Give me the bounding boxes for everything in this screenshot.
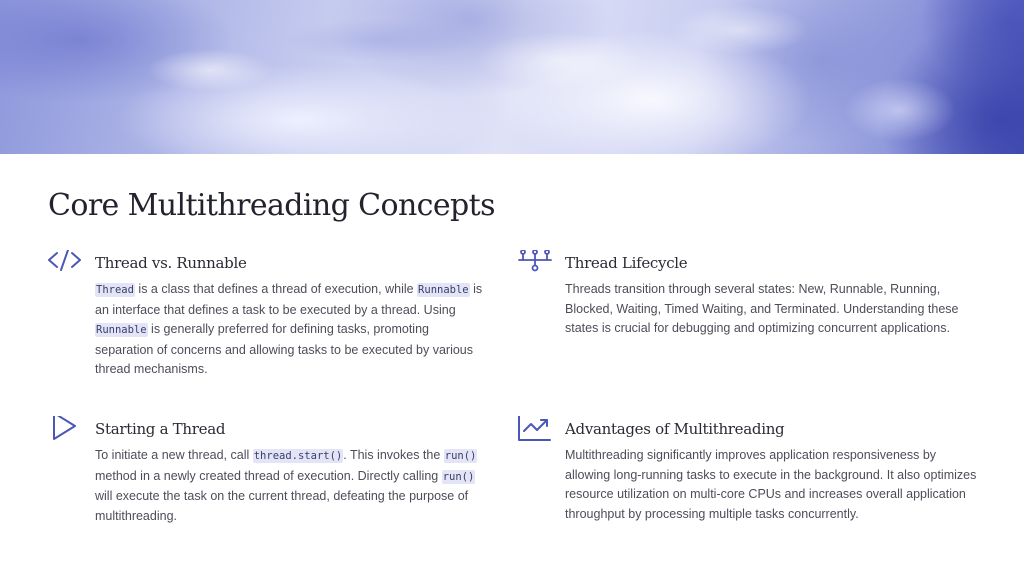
inline-code: Runnable (96, 324, 147, 336)
inline-code: run() (444, 450, 477, 462)
body-text: . This invokes the (343, 448, 444, 462)
header-banner-image (0, 0, 1024, 154)
slide-title: Core Multithreading Concepts (48, 188, 495, 223)
body-text: is an interface that defines a task to be executed by a thread. Using (95, 282, 483, 317)
body-text: will execute the task on the current thread, defeating the purpose of multithreading. (95, 489, 469, 523)
card-heading: Starting a Thread (95, 420, 226, 438)
card-heading: Thread vs. Runnable (95, 254, 247, 272)
code-brackets-icon (48, 250, 82, 284)
body-text: method in a newly created thread of execution. Directly calling (95, 468, 442, 483)
body-text: Multithreading significantly improves application responsiveness by allowing long-running tasks to execute in the background. It also optimizes resource utilization on multi-core CPUs and increases overall application throughput by processing multiple tasks concurrently. (565, 448, 977, 521)
card-heading: Thread Lifecycle (565, 254, 688, 272)
body-text: is generally preferred for defining tasks, promoting separation of concerns and allowing tasks to be executed by various thread mechanisms. (95, 322, 474, 376)
card-thread-vs-runnable (48, 250, 498, 390)
card-body (565, 446, 980, 524)
card-heading: Advantages of Multithreading (565, 420, 785, 438)
card-body (95, 446, 490, 526)
body-text: is a class that defines a thread of execution, while (134, 282, 418, 296)
card-starting-thread (48, 416, 498, 536)
card-advantages-of-multithreading (518, 416, 988, 536)
network-nodes-icon (518, 250, 552, 284)
card-body (95, 280, 490, 380)
trend-chart-icon (518, 416, 552, 450)
inline-code: run() (442, 470, 475, 483)
inline-code: Runnable (418, 284, 469, 296)
body-text: Threads transition through several states: New, Runnable, Running, Blocked, Waiting, Timed Waiting, and Terminated. Understanding these states is crucial for debugging and optimizing concurrent applications. (565, 282, 959, 335)
inline-code: Thread (96, 284, 134, 296)
card-body (565, 280, 980, 339)
card-thread-lifecycle (518, 250, 988, 350)
body-text: To initiate a new thread, call (95, 448, 253, 462)
play-icon (48, 416, 82, 450)
inline-code: thread.start() (253, 450, 343, 462)
